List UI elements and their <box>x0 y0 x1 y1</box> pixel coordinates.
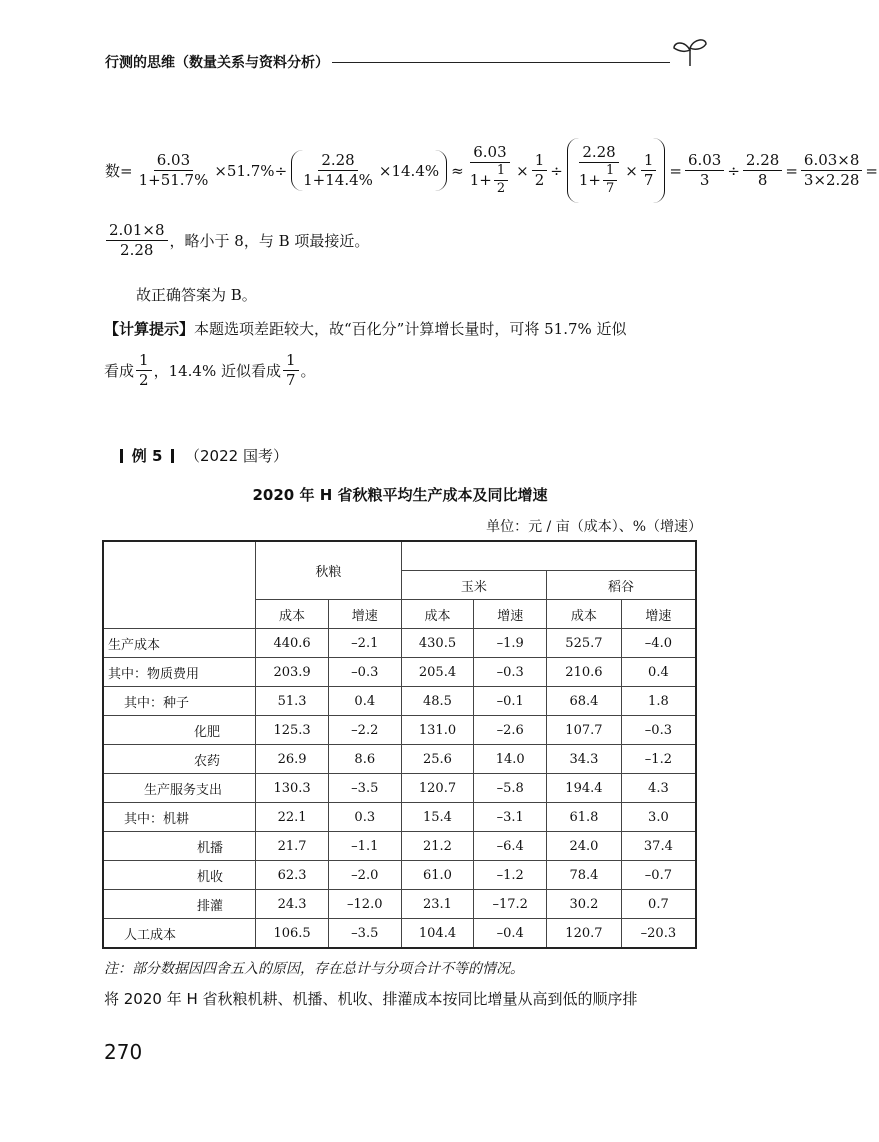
table-cell: –2.1 <box>328 629 401 658</box>
table-cell: 61.0 <box>401 861 474 890</box>
table-cell: 0.4 <box>328 687 401 716</box>
table-cell: –4.0 <box>621 629 696 658</box>
row-label: 化肥 <box>103 716 256 745</box>
table-cell: 130.3 <box>256 774 329 803</box>
table-cell: –0.3 <box>474 658 547 687</box>
row-label: 其中：机耕 <box>103 803 256 832</box>
formula-text: ×51.7%÷ <box>214 161 288 180</box>
fraction-num: 6.03 <box>154 152 193 171</box>
question-text: 将 2020 年 H 省秋粮机耕、机播、机收、排灌成本按同比增量从高到低的顺序排 <box>104 990 638 1008</box>
calc-tip-label: 【计算提示】 <box>104 320 195 338</box>
answer-text: 故正确答案为 B。 <box>136 286 257 304</box>
example-heading <box>120 445 288 466</box>
calc-tip <box>104 318 627 339</box>
group-header: 秋粮 <box>256 541 401 600</box>
formula-text: ≈ <box>451 161 464 180</box>
fraction-num: 6.03 <box>685 152 724 171</box>
fraction <box>467 144 513 197</box>
fraction <box>801 152 863 190</box>
fraction-num: 1 <box>603 164 617 181</box>
table-row <box>103 745 696 774</box>
table-cell: 30.2 <box>547 890 622 919</box>
table-cell: 4.3 <box>621 774 696 803</box>
fraction <box>603 164 617 197</box>
table-cell: 203.9 <box>256 658 329 687</box>
fraction <box>300 152 376 190</box>
fraction-den-part: 1+ <box>469 171 492 190</box>
fraction <box>106 222 168 260</box>
formula-text: × <box>625 161 638 180</box>
table-unit: 单位：元 / 亩（成本）、%（增速） <box>486 519 702 535</box>
table-cell: 24.3 <box>256 890 329 919</box>
table-cell: 25.6 <box>401 745 474 774</box>
tip-text: 看成 <box>104 362 135 381</box>
table-cell: 430.5 <box>401 629 474 658</box>
table-cell: 440.6 <box>256 629 329 658</box>
table-row <box>103 716 696 745</box>
cost-table <box>102 540 697 949</box>
fraction-num: 6.03×8 <box>801 152 863 171</box>
fraction-den: 3×2.28 <box>803 171 860 190</box>
row-label: 生产服务支出 <box>103 774 256 803</box>
tip-text: 。 <box>300 362 316 381</box>
table-cell: –6.4 <box>474 832 547 861</box>
sub-header: 成本 <box>256 600 329 629</box>
table-row <box>103 658 696 687</box>
table-cell: 0.3 <box>328 803 401 832</box>
fraction <box>685 152 724 190</box>
group-header: 玉米 <box>401 571 546 600</box>
table-cell: 48.5 <box>401 687 474 716</box>
table-cell: –0.1 <box>474 687 547 716</box>
fraction-den: 2 <box>139 371 149 390</box>
paren-group <box>567 138 666 203</box>
table-cell: 0.7 <box>621 890 696 919</box>
fraction-num: 2.28 <box>318 152 357 171</box>
row-label: 生产成本 <box>103 629 256 658</box>
example-label: 例 5 <box>131 447 163 465</box>
formula-text: ×14.4% <box>378 161 440 180</box>
formula-line <box>104 138 879 203</box>
fraction-den: 3 <box>699 171 710 190</box>
sub-header: 成本 <box>401 600 474 629</box>
table-row <box>103 919 696 949</box>
formula-text: = <box>865 161 878 180</box>
table-row <box>103 832 696 861</box>
table-cell: 205.4 <box>401 658 474 687</box>
table-cell: –20.3 <box>621 919 696 949</box>
row-label: 其中：种子 <box>103 687 256 716</box>
fraction-den <box>576 163 622 197</box>
header-rule <box>332 62 670 63</box>
fraction-num: 2.28 <box>743 152 782 171</box>
table-cell: 22.1 <box>256 803 329 832</box>
table-cell: 78.4 <box>547 861 622 890</box>
row-label: 机播 <box>103 832 256 861</box>
calc-tip-text: 本题选项差距较大，故“百化分”计算增长量时，可将 51.7% 近似 <box>194 320 627 338</box>
fraction-num: 1 <box>494 164 508 181</box>
formula-text: × <box>516 161 529 180</box>
fraction <box>641 152 657 190</box>
fraction-den: 7 <box>285 371 296 390</box>
fraction <box>136 152 212 190</box>
table-cell: 34.3 <box>547 745 622 774</box>
table-cell: 120.7 <box>547 919 622 949</box>
fraction <box>743 152 782 190</box>
table-cell: 106.5 <box>256 919 329 949</box>
table-row <box>103 687 696 716</box>
table-cell: 14.0 <box>474 745 547 774</box>
table-cell: 1.8 <box>621 687 696 716</box>
fraction-den: 7 <box>643 171 654 190</box>
table-cell: 3.0 <box>621 803 696 832</box>
page-number: 270 <box>104 1040 143 1064</box>
row-label: 人工成本 <box>103 919 256 949</box>
table-cell: –1.9 <box>474 629 547 658</box>
fraction <box>494 164 508 197</box>
table-cell: –0.4 <box>474 919 547 949</box>
table-cell: 21.2 <box>401 832 474 861</box>
header-title: 行测的思维（数量关系与资料分析） <box>105 55 329 71</box>
table-cell: –0.3 <box>328 658 401 687</box>
table-row <box>103 861 696 890</box>
table-cell: 37.4 <box>621 832 696 861</box>
row-label: 其中：物质费用 <box>103 658 256 687</box>
example-source: （2022 国考） <box>185 447 288 465</box>
fraction-num: 1 <box>532 152 548 171</box>
fraction-den: 2 <box>534 171 545 190</box>
table-corner <box>103 541 256 629</box>
table-cell: –3.1 <box>474 803 547 832</box>
table-cell: 104.4 <box>401 919 474 949</box>
sub-header: 增速 <box>328 600 401 629</box>
paren-group <box>291 150 447 192</box>
fraction-num: 1 <box>641 152 657 171</box>
table-cell: 131.0 <box>401 716 474 745</box>
row-label: 农药 <box>103 745 256 774</box>
sub-header: 增速 <box>621 600 696 629</box>
table-cell: 51.3 <box>256 687 329 716</box>
table-cell: 107.7 <box>547 716 622 745</box>
group-header: 稻谷 <box>547 571 696 600</box>
formula-continuation <box>104 222 369 260</box>
table-body <box>103 629 696 949</box>
table-row <box>103 629 696 658</box>
fraction <box>532 152 548 190</box>
table-cell: 26.9 <box>256 745 329 774</box>
table-cell: –3.5 <box>328 774 401 803</box>
fraction-num: 1 <box>283 352 299 371</box>
table-cell: –1.2 <box>621 745 696 774</box>
table-cell: –12.0 <box>328 890 401 919</box>
table-cell: 23.1 <box>401 890 474 919</box>
fraction-den: 1+51.7% <box>138 171 209 190</box>
formula-text: = <box>669 161 682 180</box>
fraction-den <box>467 163 513 197</box>
table-cell: 210.6 <box>547 658 622 687</box>
formula-text: ÷ <box>550 161 563 180</box>
bar-mark <box>120 449 123 463</box>
table-row <box>103 774 696 803</box>
table-cell: –1.2 <box>474 861 547 890</box>
formula-lead: 数= <box>105 162 133 181</box>
table-cell: 21.7 <box>256 832 329 861</box>
calc-tip-continuation <box>104 352 316 390</box>
table-cell: 8.6 <box>328 745 401 774</box>
sub-header: 成本 <box>547 600 622 629</box>
table-row <box>103 803 696 832</box>
table-cell: –3.5 <box>328 919 401 949</box>
table-title: 2020 年 H 省秋粮平均生产成本及同比增速 <box>252 486 548 504</box>
fraction-den: 2.28 <box>120 241 154 260</box>
fraction-den: 7 <box>605 181 615 197</box>
fraction-num: 2.01×8 <box>106 222 168 241</box>
table-cell: 24.0 <box>547 832 622 861</box>
conclusion-text: ，略小于 8，与 B 项最接近。 <box>169 232 370 251</box>
table-cell: –2.0 <box>328 861 401 890</box>
table-cell: 61.8 <box>547 803 622 832</box>
fraction <box>576 144 622 197</box>
sprout-icon <box>670 34 710 68</box>
row-label: 机收 <box>103 861 256 890</box>
formula-text: = <box>785 161 798 180</box>
row-label: 排灌 <box>103 890 256 919</box>
table-cell: –2.6 <box>474 716 547 745</box>
fraction-num: 1 <box>136 352 152 371</box>
table-cell: 15.4 <box>401 803 474 832</box>
sub-header: 增速 <box>474 600 547 629</box>
table-cell: 0.4 <box>621 658 696 687</box>
formula-text: ÷ <box>727 161 740 180</box>
table-cell: –0.3 <box>621 716 696 745</box>
fraction <box>283 352 299 390</box>
fraction-num: 6.03 <box>470 144 509 163</box>
table-cell: 525.7 <box>547 629 622 658</box>
tip-text: ，14.4% 近似看成 <box>153 362 281 381</box>
table-cell: 194.4 <box>547 774 622 803</box>
table-cell: 120.7 <box>401 774 474 803</box>
table-cell: 68.4 <box>547 687 622 716</box>
group-spacer <box>401 541 696 571</box>
fraction-den: 1+14.4% <box>303 171 373 190</box>
table-cell: –0.7 <box>621 861 696 890</box>
table-cell: –17.2 <box>474 890 547 919</box>
table-cell: –2.2 <box>328 716 401 745</box>
fraction-den-part: 1+ <box>578 171 601 190</box>
table-cell: 62.3 <box>256 861 329 890</box>
bar-mark <box>171 449 174 463</box>
fraction <box>136 352 152 390</box>
table-cell: –5.8 <box>474 774 547 803</box>
fraction-num: 2.28 <box>579 144 618 163</box>
table-cell: 125.3 <box>256 716 329 745</box>
table-row <box>103 890 696 919</box>
fraction-den: 8 <box>757 171 768 190</box>
table-cell: –1.1 <box>328 832 401 861</box>
table-note: 注：部分数据因四舍五入的原因，存在总计与分项合计不等的情况。 <box>104 961 524 977</box>
fraction-den: 2 <box>496 181 506 197</box>
